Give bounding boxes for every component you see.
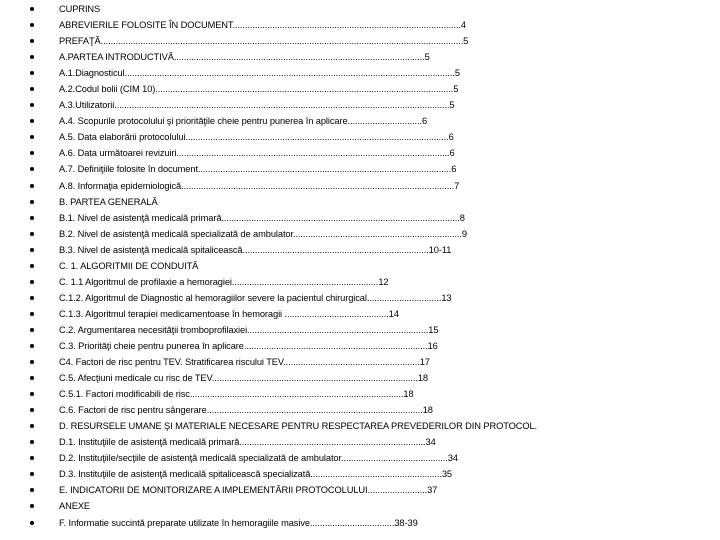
bullet-icon (30, 392, 34, 396)
toc-entry: B.1. Nivel de asistenţă medicală primară................................................................................................8 (59, 212, 465, 223)
bullet-icon (30, 87, 34, 91)
toc-row (0, 386, 720, 402)
bullet-icon (30, 135, 34, 139)
toc-row (0, 434, 720, 450)
bullet-icon (30, 39, 34, 43)
bullet-icon (30, 521, 34, 525)
bullet-icon (30, 71, 34, 75)
toc-entry: C4. Factori de risc pentru TEV. Stratificarea riscului TEV.......................................................17 (59, 357, 430, 368)
bullet-icon (30, 472, 34, 476)
toc-section-heading: ANEXE (59, 501, 91, 512)
toc-entry: A.1.Diagnosticul.....................................................................................................................................5 (59, 68, 460, 79)
toc-row (0, 145, 720, 161)
toc-entry: F. Informatie succintă preparate utilizate în hemoragiile masive..................................38-39 (59, 517, 418, 528)
toc-entry: PREFAŢĂ..................................................................................................................................................5 (59, 36, 469, 47)
toc-row (0, 322, 720, 338)
toc-entry: D.3. Instituţiile de asistenţă medicală spitalicească specializată.....................................................35 (59, 469, 453, 480)
toc-row (0, 418, 720, 434)
toc-row (0, 306, 720, 322)
toc-entry: A.8. Informaţia epidemiologică..............................................................................................................7 (59, 180, 460, 191)
toc-entry: C.6. Factori de risc pentru sângerare.......................................................................................18 (59, 405, 433, 416)
bullet-icon (30, 376, 34, 380)
toc-section-heading: D. RESURSELE UMANE ŞI MATERIALE NECESARE PENTRU RESPECTAREA PREVEDERILOR DIN PROTOCOL. (59, 421, 538, 432)
toc-entry: C.5.1. Factori modificabili de risc......................................................................................18 (59, 389, 414, 400)
toc-row (0, 210, 720, 226)
toc-row (0, 338, 720, 354)
toc-row (0, 482, 720, 498)
bullet-icon (30, 360, 34, 364)
toc-row (0, 402, 720, 418)
bullet-icon (30, 328, 34, 332)
toc-row (0, 178, 720, 194)
table-of-contents (0, 1, 720, 531)
bullet-icon (30, 55, 34, 59)
bullet-icon (30, 151, 34, 155)
bullet-icon (30, 23, 34, 27)
bullet-icon (30, 103, 34, 107)
toc-row (0, 258, 720, 274)
toc-row (0, 290, 720, 306)
bullet-icon (30, 232, 34, 236)
toc-entry: B.2. Nivel de asistenţă medicală specializată de ambulator....................................................................9 (59, 228, 467, 239)
toc-row (0, 65, 720, 81)
toc-row (0, 17, 720, 33)
toc-section-heading: B. PARTEA GENERALĂ (59, 196, 158, 207)
bullet-icon (30, 408, 34, 412)
toc-heading: CUPRINS (59, 4, 101, 14)
bullet-icon (30, 216, 34, 220)
bullet-icon (30, 184, 34, 188)
toc-entry: C. 1.1 Algoritmul de profilaxie a hemoragiei...........................................................12 (59, 276, 389, 287)
toc-row (0, 33, 720, 49)
bullet-icon (30, 7, 34, 11)
toc-row (0, 274, 720, 290)
toc-row (0, 194, 720, 210)
toc-entry: A.7. Definiţiile folosite în document......................................................................................................6 (59, 164, 457, 175)
toc-entry: A.5. Data elaborării protocolului..........................................................................................................6 (59, 132, 454, 143)
toc-row (0, 161, 720, 177)
bullet-icon (30, 280, 34, 284)
toc-entry: C.1.3. Algoritmul terapiei medicamentoase în hemoragii ..........................................14 (59, 308, 399, 319)
toc-entry: D.1. Instituţiile de asistenţă medicală primară...........................................................................34 (59, 437, 436, 448)
bullet-icon (30, 296, 34, 300)
toc-row (0, 450, 720, 466)
toc-entry: C.1.2. Algoritmul de Diagnostic al hemoragiilor severe la pacientul chirurgical..............................13 (59, 292, 452, 303)
toc-section-heading: C. 1. ALGORITMII DE CONDUITĂ (59, 260, 199, 271)
toc-row (0, 466, 720, 482)
toc-entry: A.PARTEA INTRODUCTIVĂ.....................................................................................................5 (59, 52, 430, 63)
toc-row (0, 81, 720, 97)
toc-row (0, 129, 720, 145)
toc-entry: A.6. Data următoarei revizuiri..............................................................................................................6 (59, 148, 455, 159)
bullet-icon (30, 119, 34, 123)
bullet-icon (30, 344, 34, 348)
bullet-icon (30, 504, 34, 508)
toc-row (0, 226, 720, 242)
toc-row (0, 498, 720, 514)
toc-entry: D.2. Instituţiile/secţiile de asistenţă medicală specializată de ambulator...........................................34 (59, 453, 458, 464)
toc-entry: C.5. Afecţiuni medicale cu risc de TEV...................................................................................18 (59, 373, 429, 384)
toc-entry: ABREVIERILE FOLOSITE ÎN DOCUMENT............................................................................................4 (59, 20, 466, 31)
bullet-icon (30, 264, 34, 268)
toc-entry: C.3. Priorităţi cheie pentru punerea în aplicare..........................................................................16 (59, 340, 438, 351)
toc-entry: A.3.Utilizatorii.......................................................................................................................................5 (59, 100, 455, 111)
toc-entry: A.2.Codul bolii (CIM 10)........................................................................................................................5 (59, 84, 459, 95)
toc-row (0, 242, 720, 258)
bullet-icon (30, 456, 34, 460)
bullet-icon (30, 312, 34, 316)
bullet-icon (30, 248, 34, 252)
toc-row (0, 1, 720, 17)
bullet-icon (30, 488, 34, 492)
bullet-icon (30, 167, 34, 171)
toc-row (0, 49, 720, 65)
toc-row (0, 354, 720, 370)
toc-row (0, 370, 720, 386)
toc-row (0, 97, 720, 113)
toc-section-heading: E. INDICATORII DE MONITORIZARE A IMPLEMENTĂRII PROTOCOLULUI........................37 (59, 485, 438, 496)
toc-entry: A.4. Scopurile protocolului şi priorităţile cheie pentru punerea în aplicare..............................6 (59, 116, 428, 127)
toc-row (0, 113, 720, 129)
toc-entry: C.2. Argumentarea necesităţii tromboprofilaxiei.........................................................................15 (59, 324, 439, 335)
toc-row (0, 515, 720, 531)
bullet-icon (30, 200, 34, 204)
bullet-icon (30, 440, 34, 444)
bullet-icon (30, 424, 34, 428)
toc-entry: B.3. Nivel de asistenţă medicală spitalicească...........................................................................10-11 (59, 244, 452, 255)
